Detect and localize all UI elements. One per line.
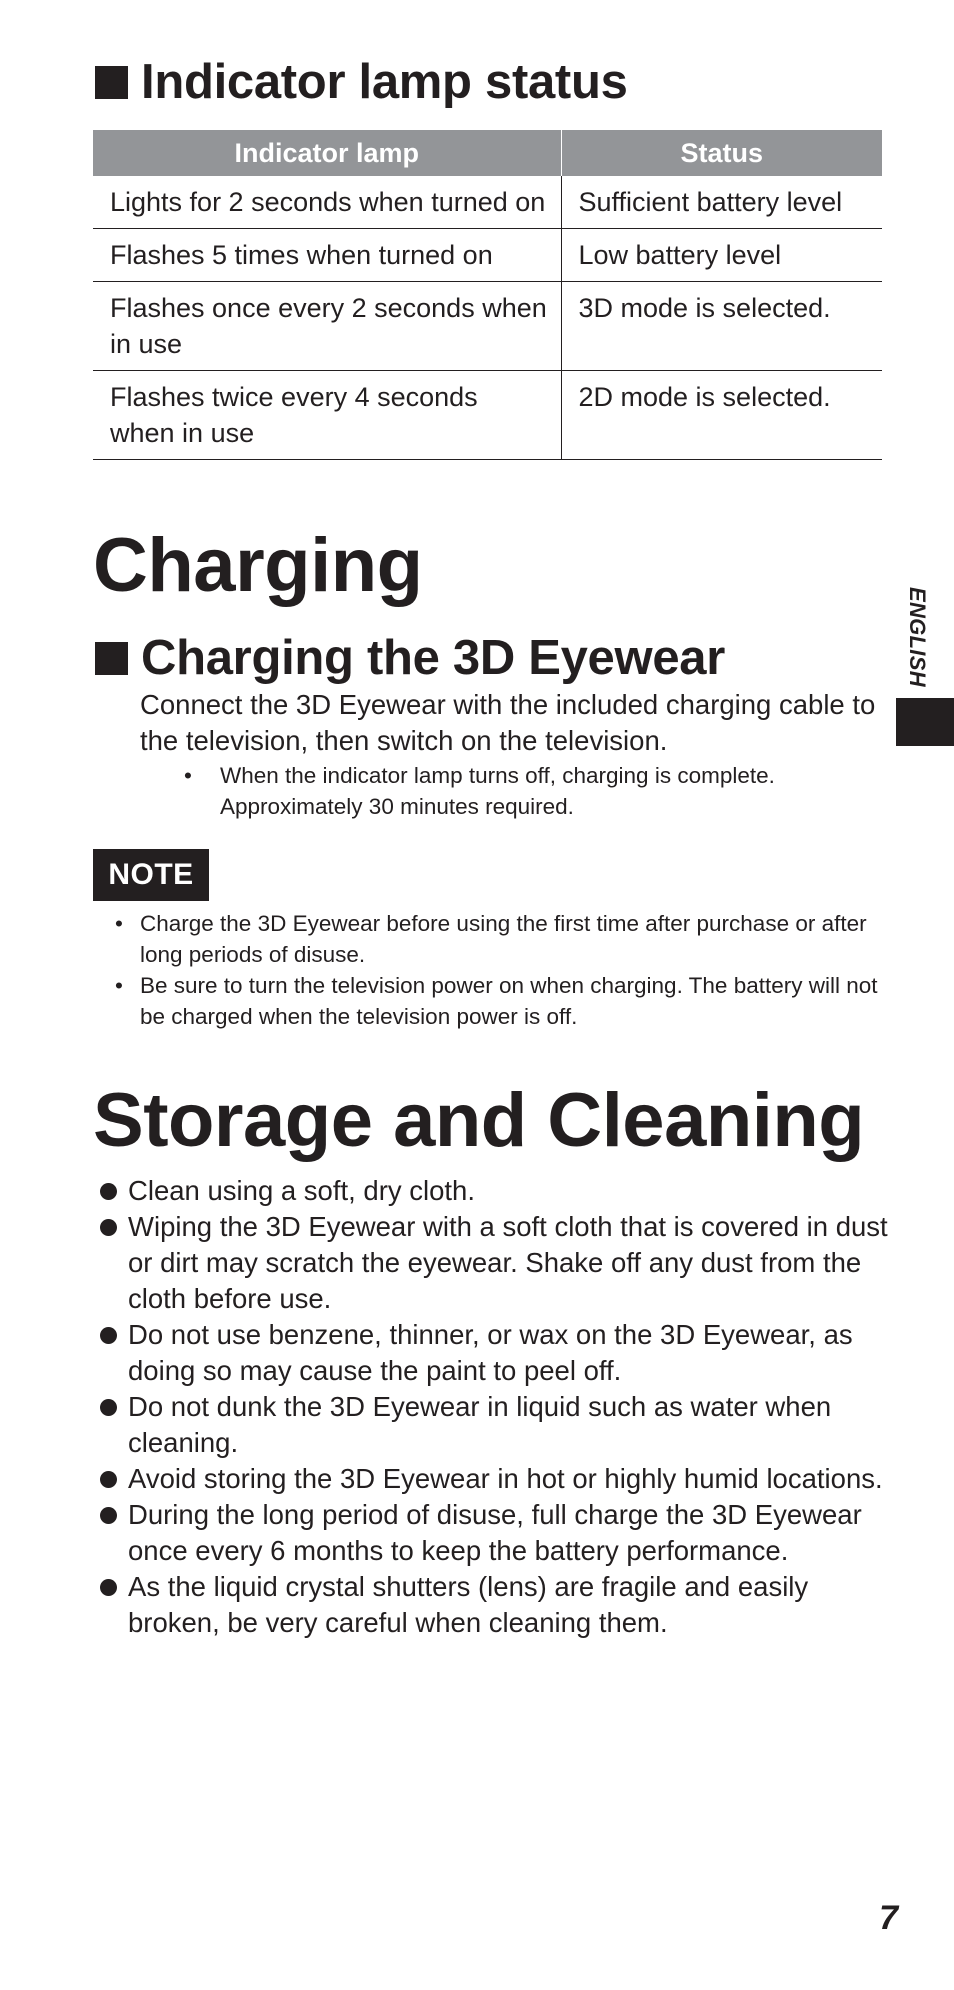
indicator-section-heading: Indicator lamp status [95,58,628,107]
language-side-tab [896,587,936,687]
round-bullet-icon [100,1327,117,1344]
table-cell: Low battery level [561,229,882,282]
round-bullet-icon [100,1471,117,1488]
table-row [93,282,882,371]
language-label: ENGLISH [905,587,930,687]
table-cell: Flashes 5 times when turned on [93,229,561,282]
table-header-status: Status [561,130,882,176]
bullet-icon: • [184,763,192,788]
list-item: • Be sure to turn the television power on when charging. The battery will not be charged when the television power is off. [115,970,905,1032]
table-header-indicator: Indicator lamp [93,130,561,176]
list-item: Wiping the 3D Eyewear with a soft cloth that is covered in dust or dirt may scratch the eyewear. Shake off any dust from the cloth before use. [98,1209,888,1317]
list-item: Do not dunk the 3D Eyewear in liquid such as water when cleaning. [98,1389,888,1461]
sub-note-line: Approximately 30 minutes required. [220,794,574,819]
language-tab-marker [896,698,954,746]
table-cell: Flashes once every 2 seconds when in use [93,282,561,371]
table-row [93,229,882,282]
list-item: As the liquid crystal shutters (lens) are fragile and easily broken, be very careful when cleaning them. [98,1569,888,1641]
table-row [93,176,882,229]
table-cell: Lights for 2 seconds when turned on [93,176,561,229]
table-row [93,371,882,460]
round-bullet-icon [100,1399,117,1416]
charging-title: Charging [93,523,423,608]
bullet-icon: • [115,911,123,936]
sub-note-line: When the indicator lamp turns off, charging is complete. [220,763,775,788]
square-bullet-icon [95,642,128,675]
round-bullet-icon [100,1183,117,1200]
table-cell: 3D mode is selected. [561,282,882,371]
list-item: During the long period of disuse, full charge the 3D Eyewear once every 6 months to keep the battery performance. [98,1497,888,1569]
note-list [115,908,905,1032]
round-bullet-icon [100,1219,117,1236]
storage-title: Storage and Cleaning [93,1078,865,1163]
charging-sub-note [186,760,866,822]
round-bullet-icon [100,1579,117,1596]
table-header-row [93,130,882,176]
page-number: 7 [879,1899,898,1937]
list-item: Avoid storing the 3D Eyewear in hot or highly humid locations. [98,1461,888,1497]
charging-subheading: Charging the 3D Eyewear [95,634,725,683]
bullet-icon: • [115,973,123,998]
indicator-status-table [93,130,882,460]
list-item: • Charge the 3D Eyewear before using the first time after purchase or after long periods of disuse. [115,908,905,970]
storage-list [98,1173,888,1641]
charging-paragraph: Connect the 3D Eyewear with the included charging cable to the television, then switch on the television. [140,689,876,756]
round-bullet-icon [100,1507,117,1524]
list-item: Do not use benzene, thinner, or wax on the 3D Eyewear, as doing so may cause the paint to peel off. [98,1317,888,1389]
square-bullet-icon [95,66,128,99]
note-badge: NOTE [93,849,209,901]
table-cell: Flashes twice every 4 seconds when in use [93,371,561,460]
list-item: Clean using a soft, dry cloth. [98,1173,888,1209]
table-cell: 2D mode is selected. [561,371,882,460]
table-cell: Sufficient battery level [561,176,882,229]
